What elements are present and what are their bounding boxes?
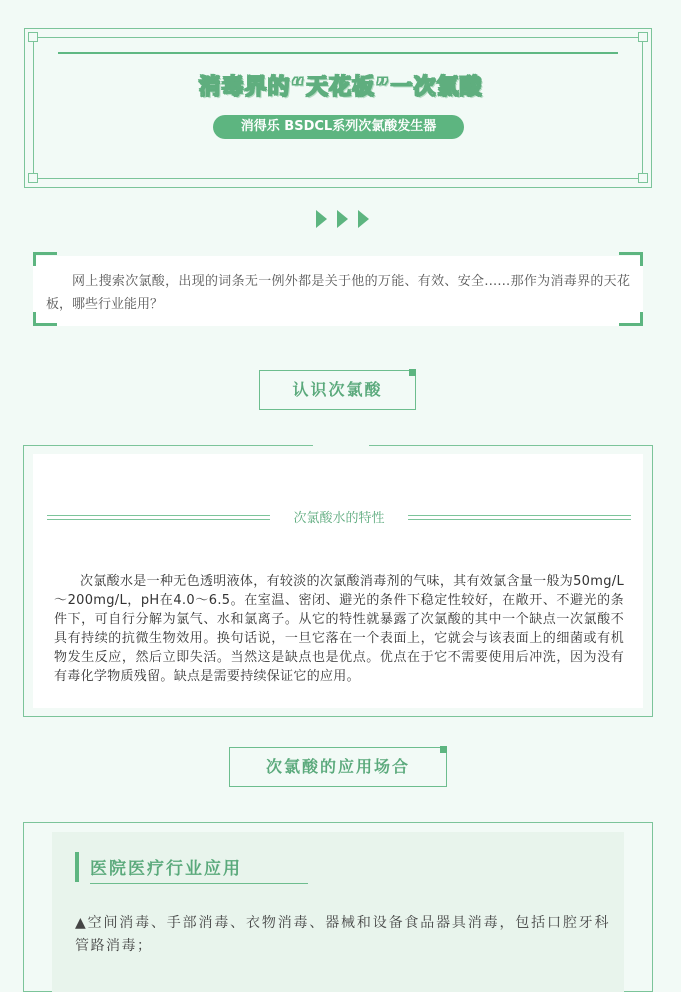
page-title: 消毒界的“天花板”一次氯酸 xyxy=(198,75,483,100)
title-underline xyxy=(90,883,308,884)
section-subtitle: 次氯酸水的特性 xyxy=(270,507,408,526)
frame-corner-br xyxy=(638,173,648,183)
arrow-icons xyxy=(316,210,379,230)
product-badge: 消得乐 BSDCL系列次氯酸发生器 xyxy=(213,115,464,139)
bracket-tr-icon xyxy=(619,252,643,266)
intro-text: 网上搜索次氯酸，出现的词条无一例外都是关于他的万能、有效、安全……那作为消毒界的天花板，哪些行业能用？ xyxy=(46,274,630,312)
header-inner-frame xyxy=(33,37,643,179)
play-arrow-icon xyxy=(358,210,369,228)
header-rule xyxy=(58,52,618,54)
section-label-applications: 次氯酸的应用场合 xyxy=(229,747,447,787)
play-arrow-icon xyxy=(337,210,348,228)
frame-corner-bl xyxy=(28,173,38,183)
title-accent-bar xyxy=(75,852,79,882)
frame-corner-tl xyxy=(28,32,38,42)
hospital-application-title: 医院医疗行业应用 xyxy=(90,859,242,879)
label-corner-square xyxy=(409,369,416,376)
bracket-tl-icon xyxy=(33,252,57,266)
subtitle-rule-right xyxy=(405,515,631,520)
properties-text: 次氯酸水是一种无色透明液体，有较淡的次氯酸消毒剂的气味，其有效氯含量一般为50mg/L～200mg/L，pH在4.0～6.5。在室温、密闭、避光的条件下稳定性较好，在敞开、不避光的条件下，可自行分解为氯气、水和氯离子。从它的特性就暴露了次氯酸的其中一个缺点一次氯酸不具有持续的抗微生物效用。换句话说，一旦它落在一个表面上，它就会与该表面上的细菌或有机物发生反应，然后立即失活。当然这是缺点也是优点。优点在于它不需要使用后冲洗，因为没有有毒化学物质残留。缺点是需要持续保证它的应用。 xyxy=(54,574,624,684)
subtitle-rule-left xyxy=(47,515,273,520)
label-corner-square xyxy=(440,746,447,753)
frame-corner-tr xyxy=(638,32,648,42)
play-arrow-icon xyxy=(316,210,327,228)
section-label-know-hypochlorous: 认识次氯酸 xyxy=(259,370,416,410)
box-top-notch xyxy=(313,441,369,451)
hospital-application-text: ▲空间消毒、手部消毒、衣物消毒、器械和设备食品器具消毒，包括口腔牙科管路消毒； xyxy=(75,915,610,954)
